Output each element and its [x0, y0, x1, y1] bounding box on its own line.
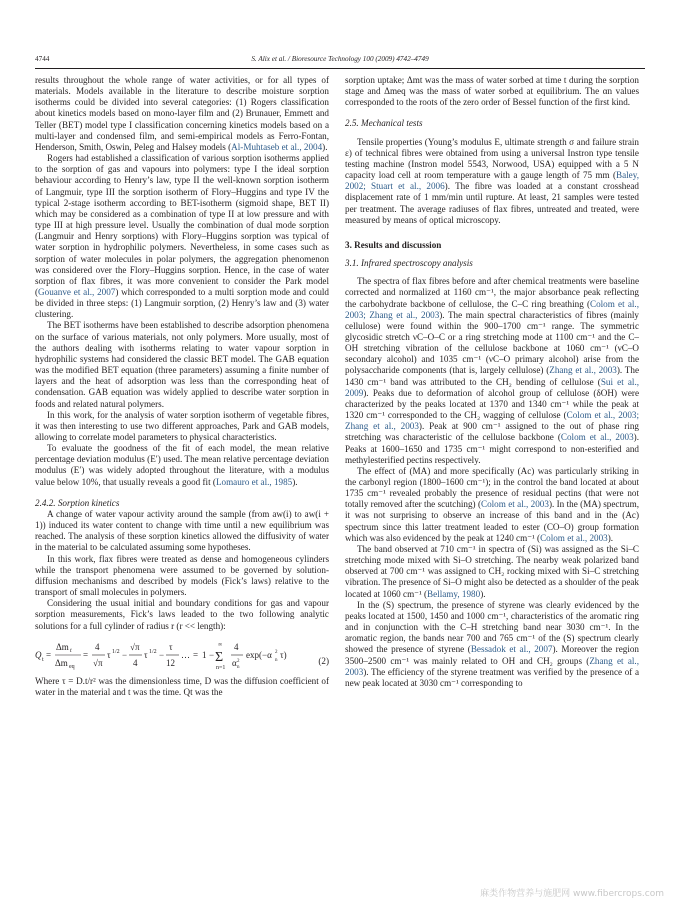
text-run: In this work, for the analysis of water sorption isotherm of vegetable fibres, it was then interesting to use two different approaches, Park and GAB models, allowing to correlate model parameters to physical characteristics.	[35, 409, 329, 442]
citation-link[interactable]: Bessadok et al., 2007	[470, 644, 553, 655]
subsection-heading: 3.1. Infrared spectroscopy analysis	[345, 258, 473, 269]
text-run: sorption uptake; Δmt was the mass of water sorbed at time t during the sorption stage and Δmeq was the mass of water sorbed at equilibrium. The αn values corresponded to the roots of the zero order of Bessel function of the first kind.	[345, 75, 639, 108]
text-run: ).	[322, 141, 328, 152]
svg-text:4: 4	[133, 657, 138, 668]
svg-text:−: −	[209, 649, 215, 660]
svg-text:=: =	[46, 649, 52, 660]
svg-text:Δm: Δm	[55, 657, 68, 668]
paragraph	[345, 276, 639, 466]
svg-text:t: t	[70, 647, 72, 654]
svg-text:−: −	[122, 649, 128, 660]
svg-text:Σ: Σ	[215, 649, 224, 665]
text-run: ).	[607, 532, 614, 543]
svg-text:−: −	[159, 649, 165, 660]
svg-text:τ: τ	[169, 641, 173, 652]
right-column	[345, 75, 639, 689]
text-run: In this work, flax fibres were treated as dense and homogeneous cylinders while the transport phenomena were assumed to be governed by solution-diffusion mechanisms and described by models (Fick’s laws) relative to the transport of small molecules in polymers.	[35, 553, 329, 598]
svg-text:2: 2	[275, 649, 278, 655]
svg-text:∞: ∞	[218, 641, 223, 648]
svg-text:√π: √π	[93, 657, 103, 668]
text-run: ). The efficiency of the styrene treatment was verified by the presence of a new peak located at 3030 cm⁻¹ corresponding to	[345, 666, 639, 688]
text-run: The band observed at 710 cm⁻¹ in spectra of (Si) was assigned as the Si–C stretching mode mixed with Si–O stretching. The nearby weak polarized band observed at 700 cm⁻¹ was assigned to CH₂ rocking mixed with Si–C stretching vibration. The presence of Si–O might also be detected as a shoulder of the peak located at 1060 cm⁻¹ (	[345, 543, 639, 599]
citation-link[interactable]: Colom et al., 2003	[481, 499, 549, 510]
svg-text:√π: √π	[130, 641, 140, 652]
citation-link[interactable]: Colom et al., 2003	[540, 532, 608, 543]
paragraph	[345, 137, 639, 226]
paragraph	[35, 410, 329, 443]
diffusion-equation	[35, 636, 329, 672]
text-run: results throughout the whole range of water activities, or for all types of materials. Models available in the literature to describe moisture sorption isotherms could be divided into several categories: (1) Rogers classification about kinetics models based on mono-layer film and (2) Brunauer, Emmett and Teller (BET) model type I classification concerning kinetics models based on a multi-layer and condensed film, and semi-empirical models as Ferro-Fontan, Henderson, Smith, Oswin, Peleg and Halsey models (	[35, 75, 329, 152]
citation-link[interactable]: Sui et al., 2009	[345, 376, 640, 398]
paragraph	[35, 598, 329, 631]
text-run: ). In the (MA) spectrum, it was not surprising to observe an increase of this band and in the (Ac) spectrum since this latter treatment leaded to ester (CO–O) group formation which was also evidenced by the peak at 1240 cm⁻¹ (	[345, 499, 639, 543]
citation-link[interactable]: Bellamy, 1980	[427, 588, 481, 599]
section-heading: 2.5. Mechanical tests	[345, 118, 423, 129]
paragraph	[35, 443, 329, 488]
svg-text:Δm: Δm	[56, 641, 69, 652]
paragraph	[35, 676, 329, 698]
svg-text:eq: eq	[69, 663, 75, 670]
running-head: S. Alix et al. / Bioresource Technology 100 (2009) 4742–4749	[251, 55, 429, 63]
citation-link[interactable]: Gouanve et al., 2007	[38, 286, 116, 297]
svg-text:τ: τ	[144, 649, 148, 660]
svg-text:1/2: 1/2	[112, 648, 120, 655]
text-run: The spectra of flax fibres before and after chemical treatments were baseline corrected and normalized at 1160 cm⁻¹, the major absorbance peak reflecting the carbohydrate backbone of cellulose, the C–C ring breathing (	[345, 276, 639, 309]
text-run: Where τ = D.t/r² was the dimensionless time, D was the diffusion coefficient of water in the material and t was the time. Qt was the	[35, 675, 329, 697]
svg-text:12: 12	[166, 657, 175, 668]
svg-text:t: t	[42, 656, 44, 663]
citation-link[interactable]: Colom et al., 2003; Zhang et al., 2003	[345, 298, 639, 320]
text-run: ). The main spectral characteristics of fibres (mainly cellulose) were found within the 900–1700 cm⁻¹ range. The symmetric glycosidic stretch νC–O–C or a ring stretching mode at 1100 cm⁻¹ and the C–OH stretching vibration of the cellulose backbone at 1060 cm⁻¹ (νC–O secondary alcohol) and 1035 cm⁻¹ (νC–O primary alcohol) arise from the polysaccharide components (that is, largely cellulose) (	[345, 309, 639, 376]
svg-text:=: =	[193, 649, 199, 660]
text-run: Rogers had established a classification of various sorption isotherms applied to the sorption of gas and vapours into polymers: type I the ideal sorption behaviour according to Henry’s law, type II the well-known sorption isotherm of Langmuir, type III the sorption isotherm of Flory–Huggins and type IV the typical 2-stage isotherm according to BET-isotherm (sigmoid shape, BET II) which may be considered as a combination of type II at low pressure and with type III at high pressure level. Usually the combination of dual mode sorption (Langmuir and Henry sorptions) with Flory–Huggins sorption was typical of water sorption in hydrophilic polymers. Nevertheless, in some cases such as sorption of water molecules in polar polymers, the aggregation phenomenon was considered over the Flory–Huggins sorption. Hence, in the case of water sorption of flax fibres, it was more convenient to consider the Park model (	[35, 153, 329, 297]
svg-text:=: =	[83, 649, 89, 660]
svg-text:τ: τ	[107, 649, 111, 660]
section-heading: 3. Results and discussion	[345, 239, 442, 250]
text-run: ). The fibre was loaded at a constant crosshead displacement rate of 1 mm/min until rupture. At least, 21 samples were tested per treatment. The average radiuses of flax fibres, untreated and treated, were measured by means of optical microscopy.	[345, 181, 639, 225]
paragraph	[35, 509, 329, 554]
svg-text:4: 4	[95, 641, 100, 652]
text-run: ). Peaks at 1600–1650 and 1735 cm⁻¹ might correspond to non-esterified and methylesterified pectins respectively.	[345, 432, 639, 465]
svg-text:n: n	[237, 664, 240, 670]
citation-link[interactable]: Lomauro et al., 1985	[215, 476, 293, 487]
paragraph	[345, 600, 639, 689]
text-run: A change of water vapour activity around the sample (from aw(i) to aw(i + 1)) induced its water content to change with time until a new equilibrium was reached. The analysis of these sorption kinetics allowed the diffusivity of water in the material to be calculated assuming some hypotheses.	[35, 508, 329, 553]
svg-text:exp(−α: exp(−α	[246, 649, 272, 660]
svg-text:n: n	[275, 657, 278, 663]
citation-link[interactable]: Colom et al., 2003	[560, 432, 634, 443]
svg-text:1/2: 1/2	[149, 648, 157, 655]
text-run: ). Peaks due to deformation of alcohol group of cellulose (δOH) were characterized by the peaks located at 1370 and 1340 cm⁻¹ while the peak at 1320 cm⁻¹ corresponded to the CH₂ wagging of cellulose (	[345, 387, 639, 421]
svg-text:α: α	[232, 657, 237, 668]
watermark: 麻类作物营养与施肥网 www.fibercrops.com	[480, 889, 664, 899]
text-run: ). The 1430 cm⁻¹ band was attributed to the CH₂ bending of cellulose (	[345, 365, 639, 387]
paragraph	[35, 75, 329, 153]
paragraph	[345, 544, 639, 600]
text-run: Tensile properties (Young’s modulus E, ultimate strength σ and failure strain ε) of technical fibres were obtained from using a universal Instron type tensile testing machine (Instron model 5543, Norwood, USA) equipped with a 5 N capacity load cell at room temperature with a gauge length of 75 mm (	[345, 136, 639, 181]
text-run: ).	[480, 588, 486, 599]
paragraph	[35, 153, 329, 320]
svg-text:Q: Q	[35, 649, 42, 660]
text-run: The BET isotherms have been established to describe adsorption phenomena on the surface of various materials, not only polymers. More usually, most of the authors dealing with isotherms relating to water vapour sorption in hydrophilic systems had considered the classic BET model. The GAB equation was the modified BET equation (three parameters) assuming a finite number of layers and the heat of adsorption was less than the corresponding heat of condensation. GAB equation was widely applied to describe water sorption in foods and related natural polymers.	[35, 320, 329, 409]
svg-text:2: 2	[237, 658, 240, 664]
citation-link[interactable]: Baley, 2002; Stuart et al., 2006	[345, 170, 639, 192]
citation-link[interactable]: Zhang et al., 2003	[345, 655, 639, 677]
text-run: In the (S) spectrum, the presence of styrene was clearly evidenced by the peaks located at 1500, 1450 and 1000 cm⁻¹, characteristics of the aromatic ring and in conjunction with the C–H stretching band near 3030 cm⁻¹. In the aromatic region, the bands near 700 and 765 cm⁻¹ of the (S) spectrum clearly showed the presence of styrene (	[345, 599, 639, 655]
citation-link[interactable]: Zhang et al., 2003	[549, 365, 617, 376]
equation-number: (2)	[318, 655, 329, 666]
text-run: Considering the usual initial and boundary conditions for gas and vapour sorption measurements, Fick’s laws leaded to the two following analytic solutions for a full cylinder of radius r (r << length):	[35, 598, 329, 631]
svg-text:…: …	[181, 649, 190, 660]
citation-link[interactable]: Colom et al., 2003; Zhang et al., 2003	[345, 410, 639, 432]
page-number: 4744	[35, 55, 50, 63]
paragraph	[35, 320, 329, 409]
svg-text:τ): τ)	[280, 649, 287, 660]
text-run: The effect of (MA) and more specifically (Ac) was particularly striking in the carbonyl region (1800–1600 cm⁻¹); in the control the band located at about 1735 cm⁻¹ revealed probably the presence of residual pectins (that were not totally removed after the scutching) (	[345, 465, 639, 510]
svg-text:4: 4	[234, 641, 239, 652]
header-rule	[35, 68, 645, 69]
text-run: ).	[292, 476, 298, 487]
text-run: ). Peak at 900 cm⁻¹ assigned to the out of phase ring stretching was characteristic of the cellulose backbone (	[345, 421, 639, 443]
svg-text:n=1: n=1	[216, 664, 226, 671]
page-header	[35, 55, 645, 67]
svg-text:1: 1	[202, 649, 207, 660]
paragraph	[345, 75, 639, 108]
text-run: ) which corresponded to a multi sorption mode and could be divided in three steps: (1) Langmuir sorption, (2) Henry’s law and (3) water clustering.	[35, 286, 329, 320]
text-run: To evaluate the goodness of the fit of each model, the mean relative percentage deviation modulus (E′) used. The mean relative percentage deviation modulus (E′) was widely adopted throughout the literature, with a modulus value below 10%, that usually reveals a good fit (	[35, 443, 329, 487]
section-heading: 2.4.2. Sorption kinetics	[35, 497, 120, 508]
paragraph	[345, 466, 639, 544]
text-run: ). Moreover the region 3500–2500 cm⁻¹ was mainly related to OH and CH₂ groups (	[345, 644, 639, 666]
paragraph	[35, 554, 329, 599]
citation-link[interactable]: Al-Muhtaseb et al., 2004	[231, 141, 323, 152]
left-column	[35, 75, 329, 698]
